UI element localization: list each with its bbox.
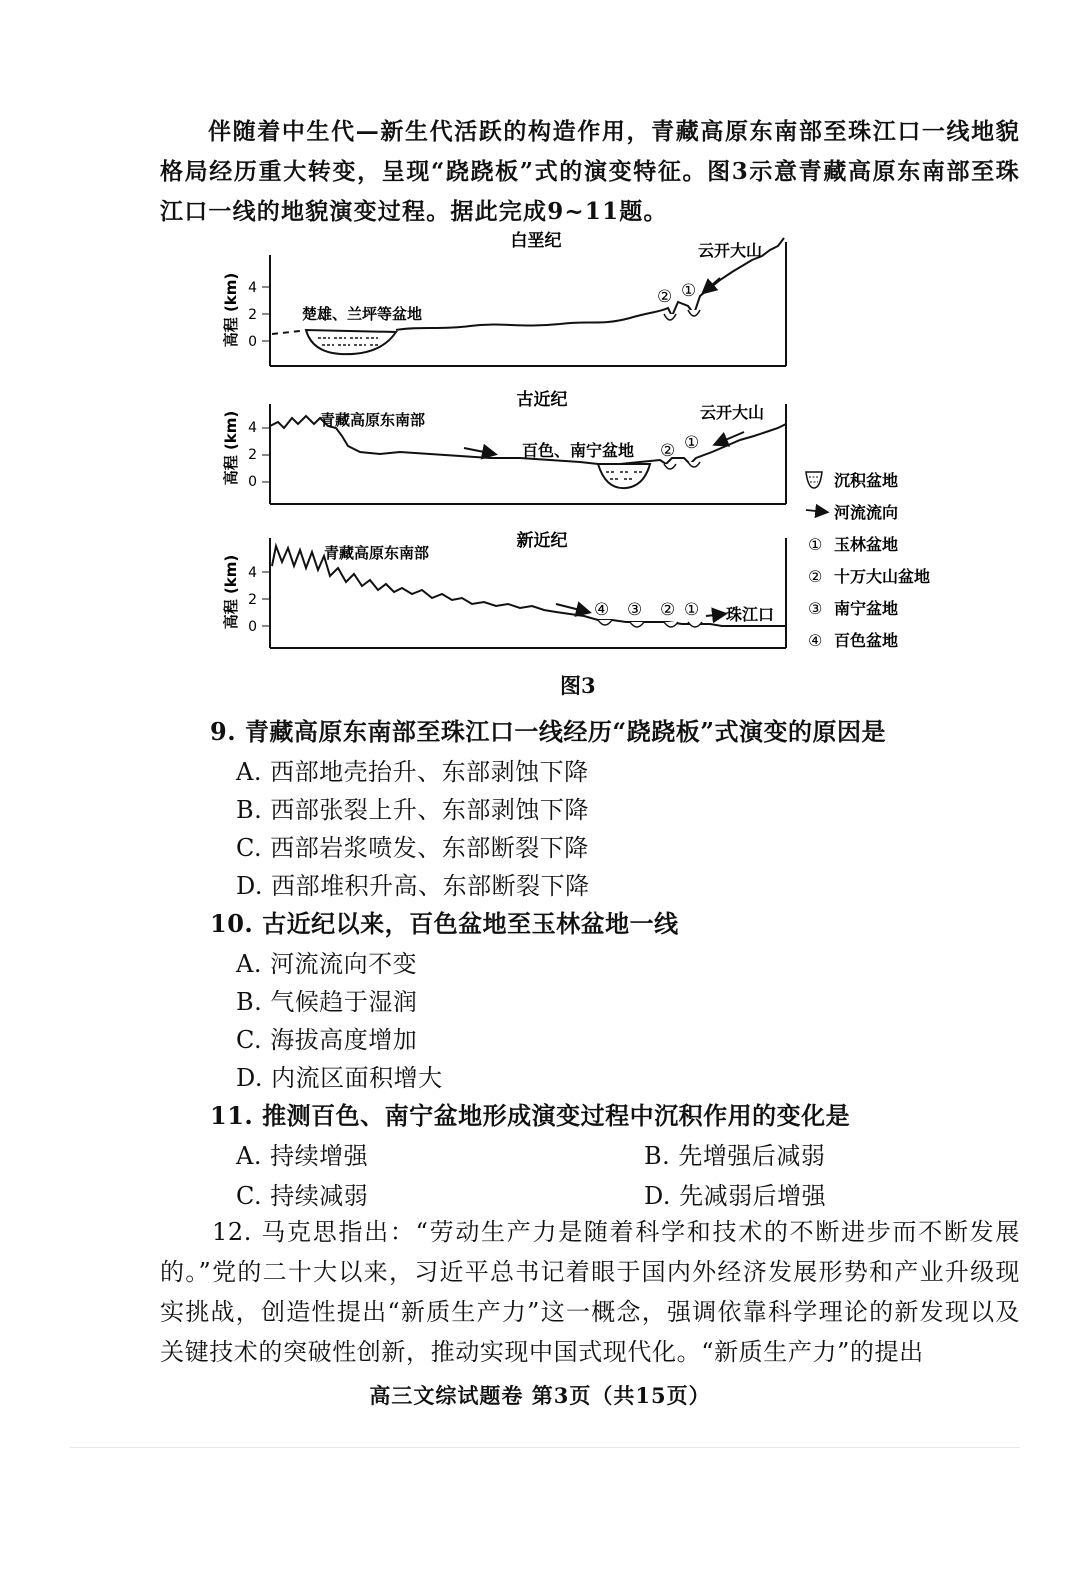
panel-neogene <box>222 530 786 648</box>
neogene-basin-4-marker: ④ <box>594 600 610 620</box>
figure-3-terrain-profiles <box>0 0 1080 700</box>
question-11-option-c[interactable]: C. 持续减弱 <box>236 1182 369 1210</box>
figure-legend <box>806 471 930 650</box>
tick-0: 0 <box>248 619 257 635</box>
tick-0: 0 <box>248 334 257 350</box>
legend-symbol-4: ④ <box>808 631 823 650</box>
cretaceous-mountain-label: 云开大山 <box>698 241 763 260</box>
legend-symbol-2: ② <box>808 567 823 586</box>
legend-nanning-basin: 南宁盆地 <box>834 599 899 618</box>
neogene-river-arrow-west <box>556 604 588 612</box>
question-10-option-d[interactable]: D. 内流区面积增大 <box>236 1064 443 1092</box>
paleogene-mountain-label: 云开大山 <box>700 403 765 422</box>
panel-3-period: 新近纪 <box>516 531 568 551</box>
tick-4: 4 <box>248 280 257 296</box>
paleogene-plateau-label: 青藏高原东南部 <box>320 411 426 429</box>
question-11-option-a[interactable]: A. 持续增强 <box>236 1142 369 1170</box>
cretaceous-basin-1-marker: ① <box>681 281 697 301</box>
neogene-basin-1-marker: ① <box>684 600 700 620</box>
question-10-stem: 10. 古近纪以来，百色盆地至玉林盆地一线 <box>210 909 679 938</box>
figure-caption: 图3 <box>560 673 596 698</box>
cretaceous-basin-2-marker: ② <box>657 287 673 307</box>
tick-0: 0 <box>248 474 257 490</box>
paleogene-basin-label: 百色、南宁盆地 <box>522 441 635 460</box>
legend-sediment-basin: 沉积盆地 <box>834 471 899 490</box>
cretaceous-river-arrow <box>704 278 720 292</box>
neogene-river-arrow-east <box>706 614 724 616</box>
neogene-plateau-label: 青藏高原东南部 <box>324 544 430 562</box>
panel-paleogene <box>222 389 786 504</box>
neogene-estuary-label: 珠江口 <box>726 605 775 624</box>
panel-cretaceous <box>222 230 786 366</box>
tick-4: 4 <box>248 565 257 581</box>
panel-1-period: 白垩纪 <box>510 231 562 251</box>
legend-symbol-1: ① <box>808 535 823 554</box>
question-9-option-b[interactable]: B. 西部张裂上升、东部剥蚀下降 <box>236 796 589 824</box>
question-12-text: 12. 马克思指出：“劳动生产力是随着科学和技术的不断进步而不断发展的。”党的二十大以来，习近平总书记着眼于国内外经济发展形势和产业升级现实挑战，创造性提出“新质生产力”这一概念，强调依靠科学理论的新发现以及关键技术的突破性创新，推动实现中国式现代化。“新质生产力”的提出 <box>160 1218 1020 1366</box>
paleogene-basin-2-marker: ② <box>660 441 676 461</box>
question-11-stem: 11. 推测百色、南宁盆地形成演变过程中沉积作用的变化是 <box>210 1101 851 1130</box>
intro-text: 伴随着中生代—新生代活跃的构造作用，青藏高原东南部至珠江口一线地貌格局经历重大转变，呈现“跷跷板”式的演变特征。图3示意青藏高原东南部至珠江口一线的地貌演变过程。据此完成9~11题。 <box>160 118 1020 225</box>
sediment-basin-icon <box>806 472 822 488</box>
legend-symbol-3: ③ <box>808 599 823 618</box>
panel-3-axis-label: 高程 (km) <box>222 554 240 630</box>
question-12-passage <box>160 1212 1020 1372</box>
tick-2: 2 <box>248 447 257 463</box>
question-10-option-b[interactable]: B. 气候趋于湿润 <box>236 988 418 1016</box>
question-11-option-d[interactable]: D. 先减弱后增强 <box>644 1182 827 1210</box>
question-10-option-a[interactable]: A. 河流流向不变 <box>236 950 418 978</box>
question-11-option-b[interactable]: B. 先增强后减弱 <box>644 1142 826 1170</box>
legend-baise-basin: 百色盆地 <box>834 631 899 650</box>
tick-4: 4 <box>248 420 257 436</box>
paleogene-basin-shape <box>598 464 650 488</box>
paleogene-river-arrow-east <box>716 432 744 444</box>
river-arrow-icon <box>806 510 826 512</box>
page-footer: 高三文综试题卷 第3页（共15页） <box>369 1383 711 1408</box>
legend-river-direction: 河流流向 <box>834 503 899 522</box>
question-9-option-d[interactable]: D. 西部堆积升高、东部断裂下降 <box>236 872 590 900</box>
panel-2-period: 古近纪 <box>516 390 568 410</box>
legend-shiwandashan-basin: 十万大山盆地 <box>834 567 931 586</box>
legend-yulin-basin: 玉林盆地 <box>834 535 899 554</box>
scan-edge-divider <box>70 1447 1020 1448</box>
tick-2: 2 <box>248 592 257 608</box>
panel-1-axis-label: 高程 (km) <box>222 272 240 348</box>
cretaceous-basin-shape <box>306 330 396 354</box>
tick-2: 2 <box>248 307 257 323</box>
neogene-basin-2-marker: ② <box>660 600 676 620</box>
question-9-stem: 9. 青藏高原东南部至珠江口一线经历“跷跷板”式演变的原因是 <box>210 717 887 746</box>
panel-2-axis-label: 高程 (km) <box>222 410 240 486</box>
paleogene-river-arrow-west <box>464 448 494 454</box>
paleogene-basin-1-marker: ① <box>684 433 700 453</box>
question-10-option-c[interactable]: C. 海拔高度增加 <box>236 1026 418 1054</box>
neogene-basin-3-marker: ③ <box>627 600 643 620</box>
question-9-option-a[interactable]: A. 西部地壳抬升、东部剥蚀下降 <box>236 758 589 786</box>
cretaceous-basin-label: 楚雄、兰坪等盆地 <box>302 305 423 323</box>
question-9-option-c[interactable]: C. 西部岩浆喷发、东部断裂下降 <box>236 834 589 862</box>
